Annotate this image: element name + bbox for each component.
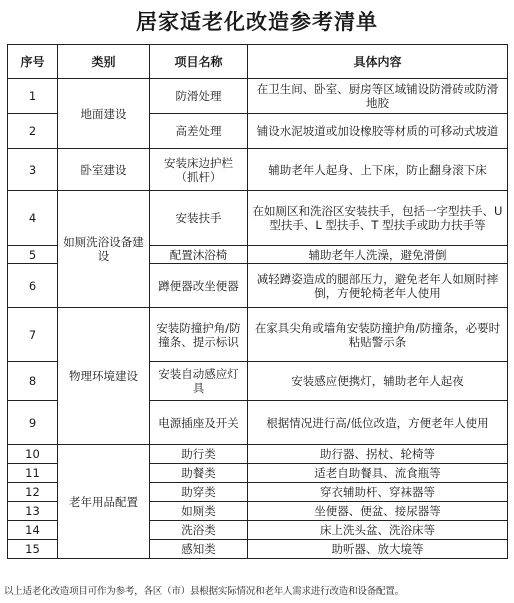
item-content: 坐便器、便盆、接尿器等 bbox=[248, 502, 508, 521]
category-cell: 老年用品配置 bbox=[58, 445, 150, 559]
table-row bbox=[8, 445, 508, 464]
item-content: 铺设水泥坡道或加设橡胶等材质的可移动式坡道 bbox=[248, 114, 508, 149]
row-number: 4 bbox=[8, 191, 58, 246]
row-number: 1 bbox=[8, 79, 58, 114]
item-name: 助穿类 bbox=[150, 483, 248, 502]
row-number: 15 bbox=[8, 540, 58, 559]
category-cell: 如厕洗浴设备建设 bbox=[58, 191, 150, 308]
table-row bbox=[8, 149, 508, 191]
row-number: 14 bbox=[8, 521, 58, 540]
item-content: 安装感应便携灯，辅助老年人起夜 bbox=[248, 362, 508, 401]
row-number: 10 bbox=[8, 445, 58, 464]
item-content: 辅助老年人洗澡，避免滑倒 bbox=[248, 246, 508, 264]
category-cell: 地面建设 bbox=[58, 79, 150, 149]
renovation-table bbox=[7, 44, 508, 559]
item-name: 蹲便器改坐便器 bbox=[150, 264, 248, 308]
item-name: 防滑处理 bbox=[150, 79, 248, 114]
item-name: 高差处理 bbox=[150, 114, 248, 149]
document-title: 居家适老化改造参考清单 bbox=[136, 9, 378, 34]
item-content: 辅助老年人起身、上下床，防止翻身滚下床 bbox=[248, 149, 508, 191]
row-number: 11 bbox=[8, 464, 58, 483]
row-number: 7 bbox=[8, 308, 58, 362]
item-name: 洗浴类 bbox=[150, 521, 248, 540]
item-name: 安装床边护栏（抓杆） bbox=[150, 149, 248, 191]
item-content: 在卫生间、卧室、厨房等区域铺设防滑砖或防滑地胶 bbox=[248, 79, 508, 114]
row-number: 9 bbox=[8, 401, 58, 445]
item-name: 如厕类 bbox=[150, 502, 248, 521]
row-number: 6 bbox=[8, 264, 58, 308]
item-name: 安装扶手 bbox=[150, 191, 248, 246]
header-row bbox=[8, 45, 508, 79]
item-name: 电源插座及开关 bbox=[150, 401, 248, 445]
row-number: 5 bbox=[8, 246, 58, 264]
row-number: 8 bbox=[8, 362, 58, 401]
row-number: 2 bbox=[8, 114, 58, 149]
category-cell: 物理环境建设 bbox=[58, 308, 150, 445]
category-cell: 卧室建设 bbox=[58, 149, 150, 191]
item-name: 安装自动感应灯具 bbox=[150, 362, 248, 401]
item-name: 安装防撞护角/防撞条、提示标识 bbox=[150, 308, 248, 362]
item-name: 配置沐浴椅 bbox=[150, 246, 248, 264]
item-name: 助餐类 bbox=[150, 464, 248, 483]
item-content: 在家具尖角或墙角安装防撞护角/防撞条，必要时粘贴警示条 bbox=[248, 308, 508, 362]
table-row bbox=[8, 191, 508, 246]
item-content: 在如厕区和洗浴区安装扶手，包括一字型扶手、U 型扶手、L 型扶手、T 型扶手或助力扶手等 bbox=[248, 191, 508, 246]
table-row bbox=[8, 308, 508, 362]
item-content: 助行器、拐杖、轮椅等 bbox=[248, 445, 508, 464]
item-content: 根据情况进行高/低位改造，方便老年人使用 bbox=[248, 401, 508, 445]
item-name: 助行类 bbox=[150, 445, 248, 464]
item-content: 穿衣辅助杆、穿袜器等 bbox=[248, 483, 508, 502]
footnote: 以上适老化改造项目可作为参考，各区（市）县根据实际情况和老年人需求进行改造和设备配置。 bbox=[4, 586, 404, 597]
item-content: 适老自助餐具、流食瓶等 bbox=[248, 464, 508, 483]
row-number: 12 bbox=[8, 483, 58, 502]
header-category: 类别 bbox=[58, 45, 150, 79]
item-content: 减轻蹲姿造成的腿部压力，避免老年人如厕时摔倒，方便轮椅老年人使用 bbox=[248, 264, 508, 308]
item-content: 床上洗头盆、洗浴床等 bbox=[248, 521, 508, 540]
item-name: 感知类 bbox=[150, 540, 248, 559]
header-content: 具体内容 bbox=[248, 45, 508, 79]
table-row bbox=[8, 79, 508, 114]
header-no: 序号 bbox=[8, 45, 58, 79]
item-content: 助听器、放大境等 bbox=[248, 540, 508, 559]
row-number: 3 bbox=[8, 149, 58, 191]
header-item: 项目名称 bbox=[150, 45, 248, 79]
row-number: 13 bbox=[8, 502, 58, 521]
